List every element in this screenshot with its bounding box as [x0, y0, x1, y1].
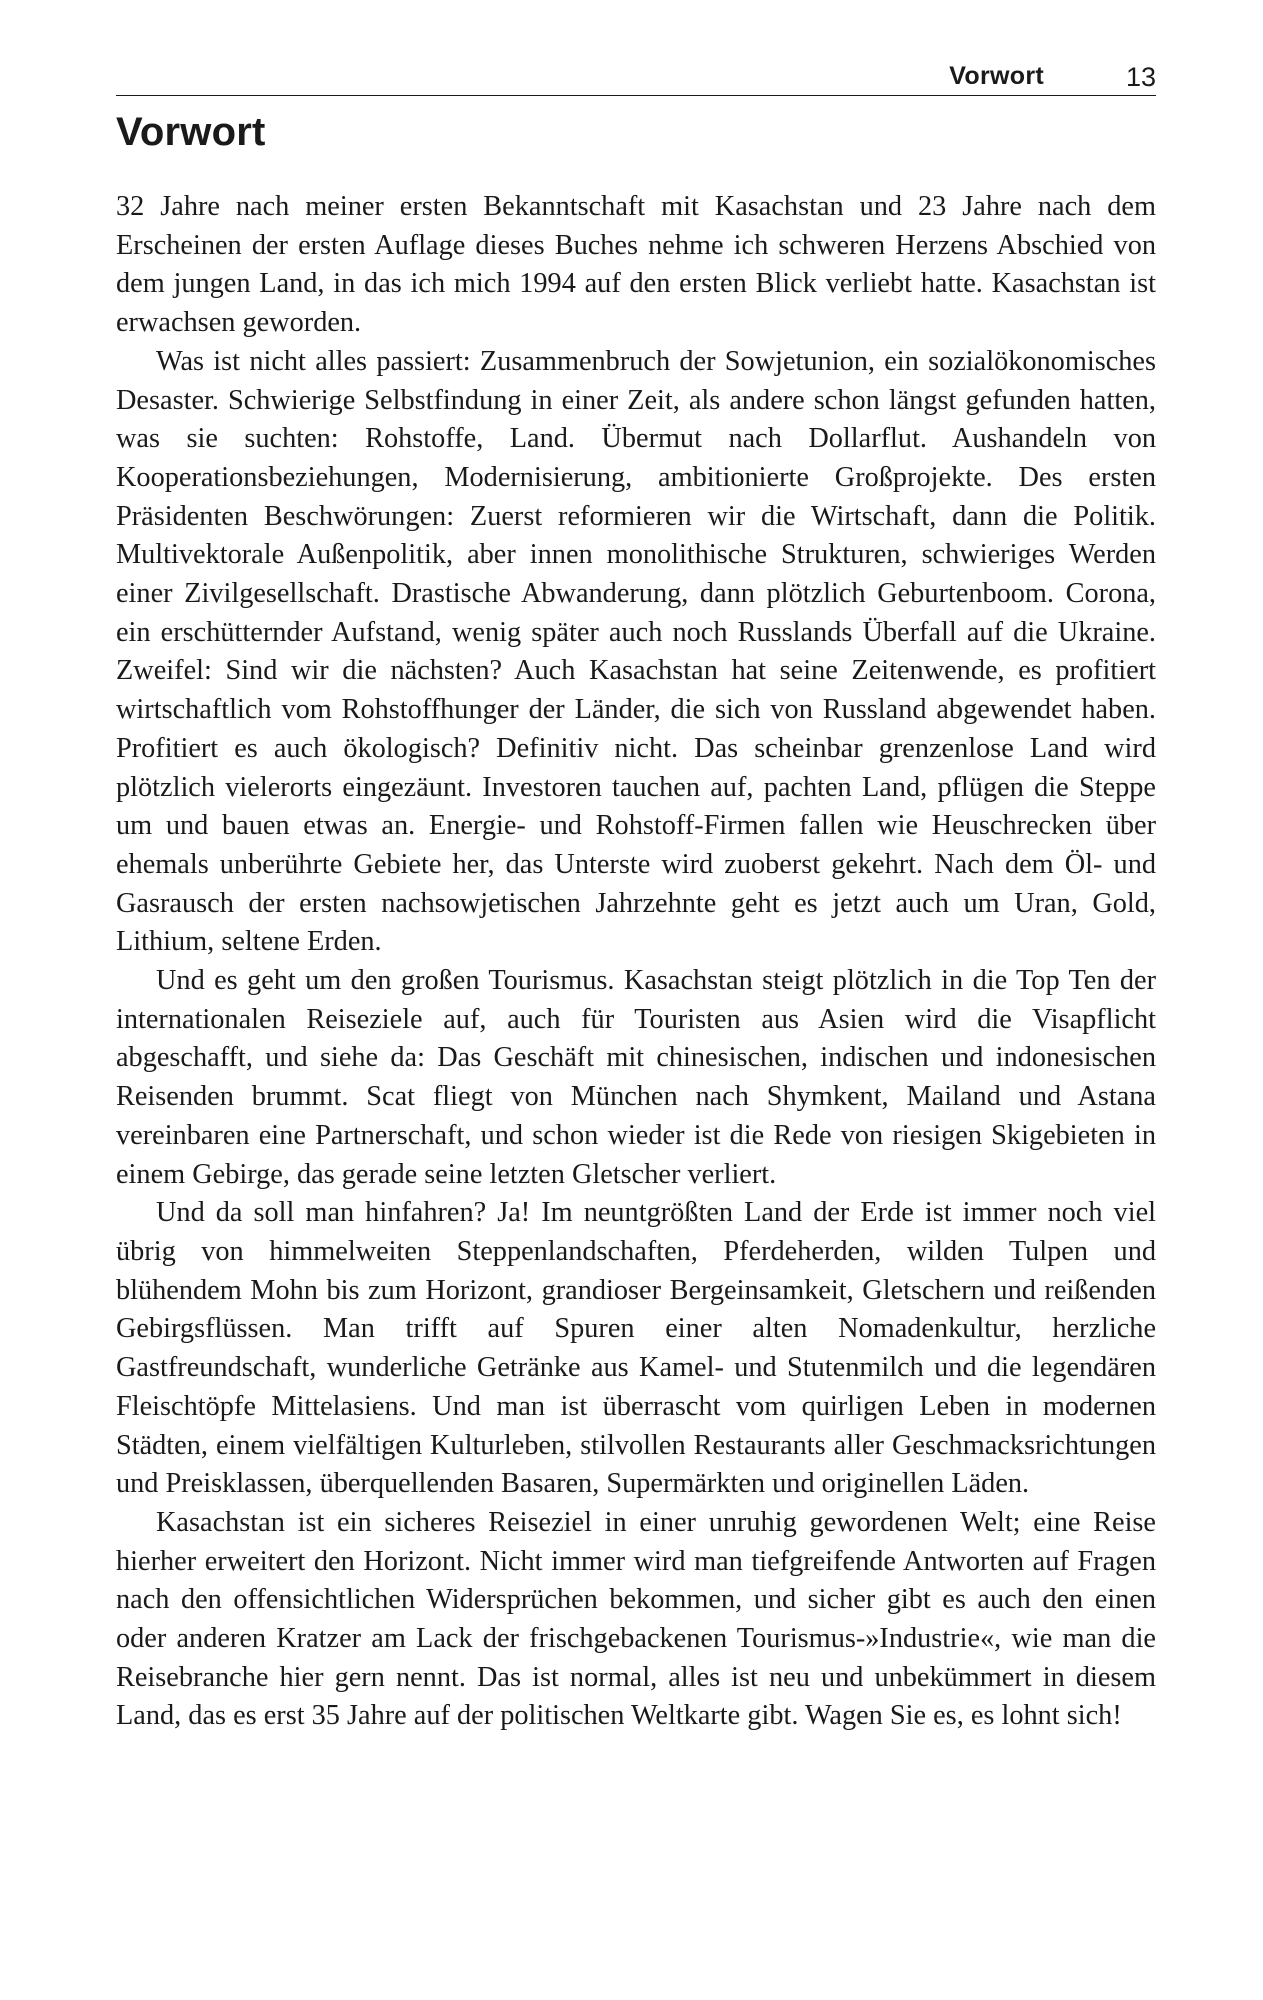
- paragraph: 32 Jahre nach meiner ersten Bekanntschaft mit Kasachstan und 23 Jahre nach dem Erscheinen der ersten Auflage dieses Buches nehme ich schweren Herzens Abschied von dem jungen Land, in das ich mich 1994 auf den ersten Blick verliebt hatte. Kasachstan ist erwachsen geworden.: [116, 191, 1156, 339]
- running-header: [116, 62, 1156, 96]
- paragraph: Und es geht um den großen Tourismus. Kasachstan steigt plötzlich in die Top Ten der internationalen Reiseziele auf, auch für Touristen aus Asien wird die Visapflicht abgeschafft, und siehe da: Das Geschäft mit chinesischen, indischen und indonesischen Reisenden brummt. Scat fliegt von München nach Shymkent, Mailand und Astana vereinbaren eine Partnerschaft, und schon wieder ist die Rede von riesigen Skigebieten in einem Gebirge, das gerade seine letzten Gletscher verliert.: [116, 965, 1156, 1190]
- paragraph: Kasachstan ist ein sicheres Reiseziel in einer unruhig gewordenen Welt; eine Reise hierher erweitert den Horizont. Nicht immer wird man tiefgreifende Antworten auf Fragen nach den offensichtlichen Widersprüchen bekommen, und sicher gibt es auch den einen oder anderen Kratzer am Lack der frischgebackenen Tourismus-»Industrie«, wie man die Reisebranche hier gern nennt. Das ist normal, alles ist neu und unbekümmert in diesem Land, das es erst 35 Jahre auf der politischen Weltkarte gibt. Wagen Sie es, es lohnt sich!: [116, 1506, 1156, 1732]
- chapter-title: Vorwort: [116, 110, 266, 154]
- paragraph: Und da soll man hinfahren? Ja! Im neuntgrößten Land der Erde ist immer noch viel übrig von himmelweiten Steppenlandschaften, Pferdeherden, wilden Tulpen und blühendem Mohn bis zum Horizont, grandioser Bergeinsamkeit, Gletschern und reißenden Gebirgsflüssen. Man trifft auf Spuren einer alten Nomadenkultur, herzliche Gastfreundschaft, wunderliche Getränke aus Kamel- und Stutenmilch und die legendären Fleischtöpfe Mittelasiens. Und man ist überrascht vom quirligen Leben in modernen Städten, einem vielfältigen Kulturleben, stilvollen Restaurants aller Geschmacksrichtungen und Preisklassen, überquellenden Basaren, Supermärkten und originellen Läden.: [116, 1197, 1156, 1500]
- page-number: 13: [1125, 62, 1156, 92]
- body-text: [116, 188, 1156, 1736]
- paragraph: Was ist nicht alles passiert: Zusammenbruch der Sowjetunion, ein sozialökonomisches Desaster. Schwierige Selbstfindung in einer Zeit, als andere schon längst gefunden hatten, was sie suchten: Rohstoffe, Land. Übermut nach Dollarflut. Aushandeln von Kooperationsbeziehungen, Modernisierung, ambitionierte Großprojekte. Des ersten Präsidenten Beschwörungen: Zuerst reformieren wir die Wirtschaft, dann die Politik. Multivektorale Außenpolitik, aber innen monolithische Strukturen, schwieriges Werden einer Zivilgesellschaft. Drastische Abwanderung, dann plötzlich Geburtenboom. Corona, ein erschütternder Aufstand, wenig später auch noch Russlands Überfall auf die Ukraine. Zweifel: Sind wir die nächsten? Auch Kasachstan hat seine Zeitenwende, es profitiert wirtschaftlich vom Rohstoffhunger der Länder, die sich von Russland abgewendet haben. Profitiert es auch ökologisch? Definitiv nicht. Das scheinbar grenzenlose Land wird plötzlich vielerorts eingezäunt. Investoren tauchen auf, pachten Land, pflügen die Steppe um und bauen etwas an. Energie- und Rohstoff-Firmen fallen wie Heuschrecken über ehemals unberührte Gebiete her, das Unterste wird zuoberst gekehrt. Nach dem Öl- und Gasrausch der ersten nachsowjetischen Jahrzehnte geht es jetzt auch um Uran, Gold, Lithium, seltene Erden.: [116, 345, 1156, 958]
- running-header-section: Vorwort: [949, 62, 1044, 90]
- book-page: [116, 0, 1156, 2000]
